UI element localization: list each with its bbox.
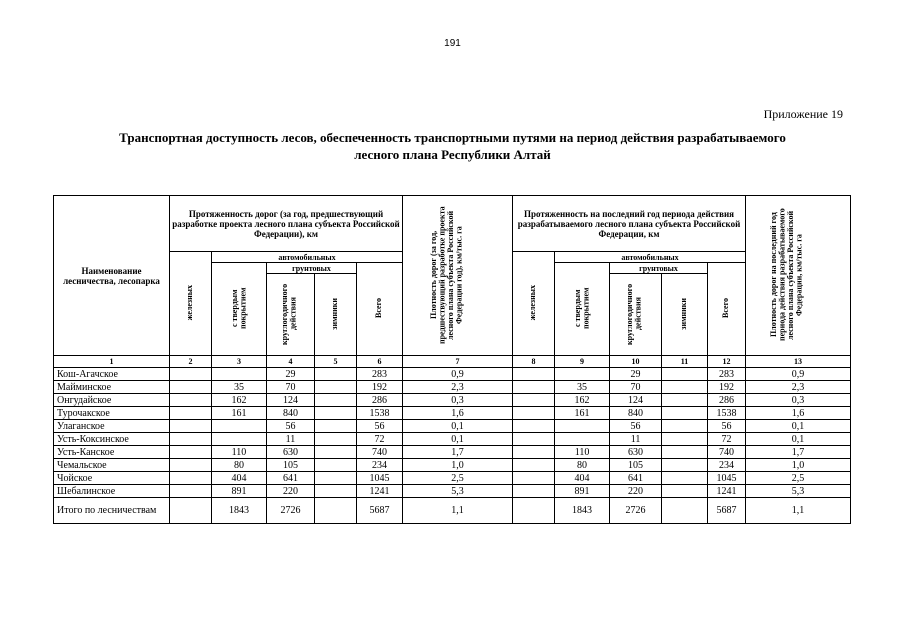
cell-col-13: 2,5 [746,472,851,485]
col-num: 2 [170,356,212,368]
cell-col-6: 56 [357,420,403,433]
cell-col-13: 1,0 [746,459,851,472]
cell-col-4: 840 [267,407,315,420]
forestry-name: Кош-Агачское [54,368,170,381]
forestry-name: Турочакское [54,407,170,420]
cell-col-7: 1,0 [403,459,513,472]
cell-col-11 [662,368,708,381]
cell-col-11 [662,446,708,459]
cell-col-3 [212,420,267,433]
cell-col-8 [513,381,555,394]
forestry-name: Чойское [54,472,170,485]
header-winter-prev: зимники [315,274,357,356]
cell-col-8 [513,407,555,420]
table-row [54,394,851,407]
column-number-row [54,356,851,368]
cell-col-9: 891 [555,485,610,498]
document-title [40,129,865,163]
cell-col-11 [662,433,708,446]
cell-col-13: 1,1 [746,498,851,524]
cell-col-3: 162 [212,394,267,407]
cell-col-7: 0,1 [403,433,513,446]
cell-col-5 [315,368,357,381]
forestry-name: Усть-Коксинское [54,433,170,446]
cell-col-2 [170,368,212,381]
cell-col-5 [315,381,357,394]
header-ground-prev: грунтовых [267,263,357,274]
cell-col-3: 110 [212,446,267,459]
header-rail-last: железных [513,252,555,356]
cell-col-2 [170,446,212,459]
cell-col-11 [662,420,708,433]
cell-col-2 [170,407,212,420]
cell-col-3: 35 [212,381,267,394]
cell-col-12: 286 [708,394,746,407]
header-rail-prev: железных [170,252,212,356]
cell-col-12: 56 [708,420,746,433]
cell-col-11 [662,381,708,394]
forestry-name: Итого по лесничествам [54,498,170,524]
cell-col-7: 1,1 [403,498,513,524]
cell-col-9: 1843 [555,498,610,524]
cell-col-13: 0,3 [746,394,851,407]
header-yearround-last: круглогодичного действия [610,274,662,356]
header-prev-group: Протяженность дорог (за год, предшествующий разработке проекта лесного плана субъекта Российской Федерации), км [170,196,403,252]
cell-col-11 [662,498,708,524]
cell-col-2 [170,472,212,485]
col-num: 4 [267,356,315,368]
cell-col-5 [315,472,357,485]
cell-col-3: 1843 [212,498,267,524]
cell-col-13: 2,3 [746,381,851,394]
table-row [54,472,851,485]
cell-col-13: 1,7 [746,446,851,459]
cell-col-2 [170,485,212,498]
cell-col-6: 283 [357,368,403,381]
cell-col-11 [662,407,708,420]
cell-col-5 [315,498,357,524]
header-auto-last: автомобильных [555,252,746,263]
col-num: 11 [662,356,708,368]
col-num: 5 [315,356,357,368]
header-total-prev: Всего [357,263,403,356]
cell-col-3: 80 [212,459,267,472]
cell-col-7: 0,1 [403,420,513,433]
cell-col-6: 740 [357,446,403,459]
cell-col-2 [170,381,212,394]
cell-col-5 [315,459,357,472]
forestry-name: Шебалинское [54,485,170,498]
table-body [54,368,851,524]
cell-col-9 [555,433,610,446]
cell-col-7: 2,3 [403,381,513,394]
cell-col-9: 161 [555,407,610,420]
forestry-name: Усть-Канское [54,446,170,459]
cell-col-12: 72 [708,433,746,446]
cell-col-8 [513,446,555,459]
cell-col-5 [315,485,357,498]
cell-col-10: 11 [610,433,662,446]
cell-col-4: 29 [267,368,315,381]
cell-col-4: 56 [267,420,315,433]
cell-col-7: 1,7 [403,446,513,459]
cell-col-3: 891 [212,485,267,498]
cell-col-8 [513,459,555,472]
cell-col-6: 72 [357,433,403,446]
cell-col-10: 29 [610,368,662,381]
cell-col-5 [315,446,357,459]
cell-col-6: 1538 [357,407,403,420]
cell-col-3: 161 [212,407,267,420]
cell-col-12: 283 [708,368,746,381]
header-name: Наименование лесничества, лесопарка [54,196,170,356]
cell-col-11 [662,485,708,498]
cell-col-8 [513,498,555,524]
cell-col-7: 5,3 [403,485,513,498]
header-prev-density: Плотность дорог (за год, предшествующий разработке проекта лесного плана субъекта Российской Федерации год), км/тыс. га [403,196,513,356]
header-auto-prev: автомобильных [212,252,403,263]
col-num: 6 [357,356,403,368]
cell-col-8 [513,368,555,381]
cell-col-9 [555,368,610,381]
table-row [54,381,851,394]
cell-col-9: 35 [555,381,610,394]
cell-col-13: 0,1 [746,433,851,446]
cell-col-6: 192 [357,381,403,394]
cell-col-9: 80 [555,459,610,472]
cell-col-5 [315,394,357,407]
cell-col-9: 110 [555,446,610,459]
cell-col-10: 56 [610,420,662,433]
header-yearround-prev: круглогодичного действия [267,274,315,356]
header-paved-prev: с твердым покрытием [212,263,267,356]
cell-col-2 [170,459,212,472]
cell-col-2 [170,420,212,433]
table-row [54,446,851,459]
cell-col-8 [513,394,555,407]
cell-col-4: 124 [267,394,315,407]
forestry-name: Онгудайское [54,394,170,407]
col-num: 13 [746,356,851,368]
cell-col-3 [212,368,267,381]
cell-col-12: 1241 [708,485,746,498]
cell-col-9 [555,420,610,433]
cell-col-8 [513,472,555,485]
col-num: 1 [54,356,170,368]
cell-col-2 [170,433,212,446]
cell-col-6: 5687 [357,498,403,524]
title-line-2: лесного плана Республики Алтай [354,147,551,162]
col-num: 8 [513,356,555,368]
cell-col-12: 234 [708,459,746,472]
cell-col-10: 70 [610,381,662,394]
col-num: 3 [212,356,267,368]
col-num: 12 [708,356,746,368]
cell-col-10: 641 [610,472,662,485]
cell-col-6: 1045 [357,472,403,485]
table-row [54,459,851,472]
roads-table [53,195,851,524]
cell-col-7: 0,9 [403,368,513,381]
cell-col-9: 404 [555,472,610,485]
cell-col-7: 1,6 [403,407,513,420]
cell-col-12: 740 [708,446,746,459]
cell-col-11 [662,394,708,407]
table-row [54,420,851,433]
cell-col-2 [170,394,212,407]
cell-col-10: 220 [610,485,662,498]
cell-col-13: 1,6 [746,407,851,420]
header-total-last: Всего [708,263,746,356]
col-num: 7 [403,356,513,368]
header-ground-last: грунтовых [610,263,708,274]
total-row [54,498,851,524]
cell-col-3 [212,433,267,446]
cell-col-8 [513,433,555,446]
page-number: 191 [444,38,461,49]
cell-col-3: 404 [212,472,267,485]
cell-col-11 [662,459,708,472]
cell-col-10: 840 [610,407,662,420]
cell-col-4: 2726 [267,498,315,524]
cell-col-10: 124 [610,394,662,407]
cell-col-4: 105 [267,459,315,472]
cell-col-2 [170,498,212,524]
cell-col-5 [315,420,357,433]
table-row [54,368,851,381]
cell-col-6: 234 [357,459,403,472]
header-last-density: Плотность дорог на последний год периода действия разрабатываемого лесного плана субъекта Российской Федерации, км/тыс. га [746,196,851,356]
header-paved-last: с твердым покрытием [555,263,610,356]
cell-col-10: 105 [610,459,662,472]
cell-col-4: 220 [267,485,315,498]
cell-col-6: 1241 [357,485,403,498]
appendix-label: Приложение 19 [763,107,843,121]
cell-col-13: 5,3 [746,485,851,498]
table-row [54,433,851,446]
cell-col-5 [315,433,357,446]
cell-col-10: 630 [610,446,662,459]
col-num: 9 [555,356,610,368]
cell-col-5 [315,407,357,420]
table-row [54,485,851,498]
cell-col-4: 11 [267,433,315,446]
cell-col-12: 1538 [708,407,746,420]
cell-col-9: 162 [555,394,610,407]
forestry-name: Чемальское [54,459,170,472]
cell-col-8 [513,420,555,433]
cell-col-13: 0,9 [746,368,851,381]
cell-col-4: 641 [267,472,315,485]
table-row [54,407,851,420]
cell-col-8 [513,485,555,498]
cell-col-4: 630 [267,446,315,459]
cell-col-12: 5687 [708,498,746,524]
cell-col-11 [662,472,708,485]
header-last-group: Протяженность на последний год периода действия разрабатываемого лесного плана субъекта Российской Федерации, км [513,196,746,252]
col-num: 10 [610,356,662,368]
cell-col-12: 192 [708,381,746,394]
cell-col-7: 2,5 [403,472,513,485]
cell-col-4: 70 [267,381,315,394]
cell-col-10: 2726 [610,498,662,524]
forestry-name: Майминское [54,381,170,394]
cell-col-13: 0,1 [746,420,851,433]
header-winter-last: зимники [662,274,708,356]
cell-col-6: 286 [357,394,403,407]
cell-col-7: 0,3 [403,394,513,407]
cell-col-12: 1045 [708,472,746,485]
forestry-name: Улаганское [54,420,170,433]
title-line-1: Транспортная доступность лесов, обеспеченность транспортными путями на период действия разрабатываемого [119,130,786,145]
